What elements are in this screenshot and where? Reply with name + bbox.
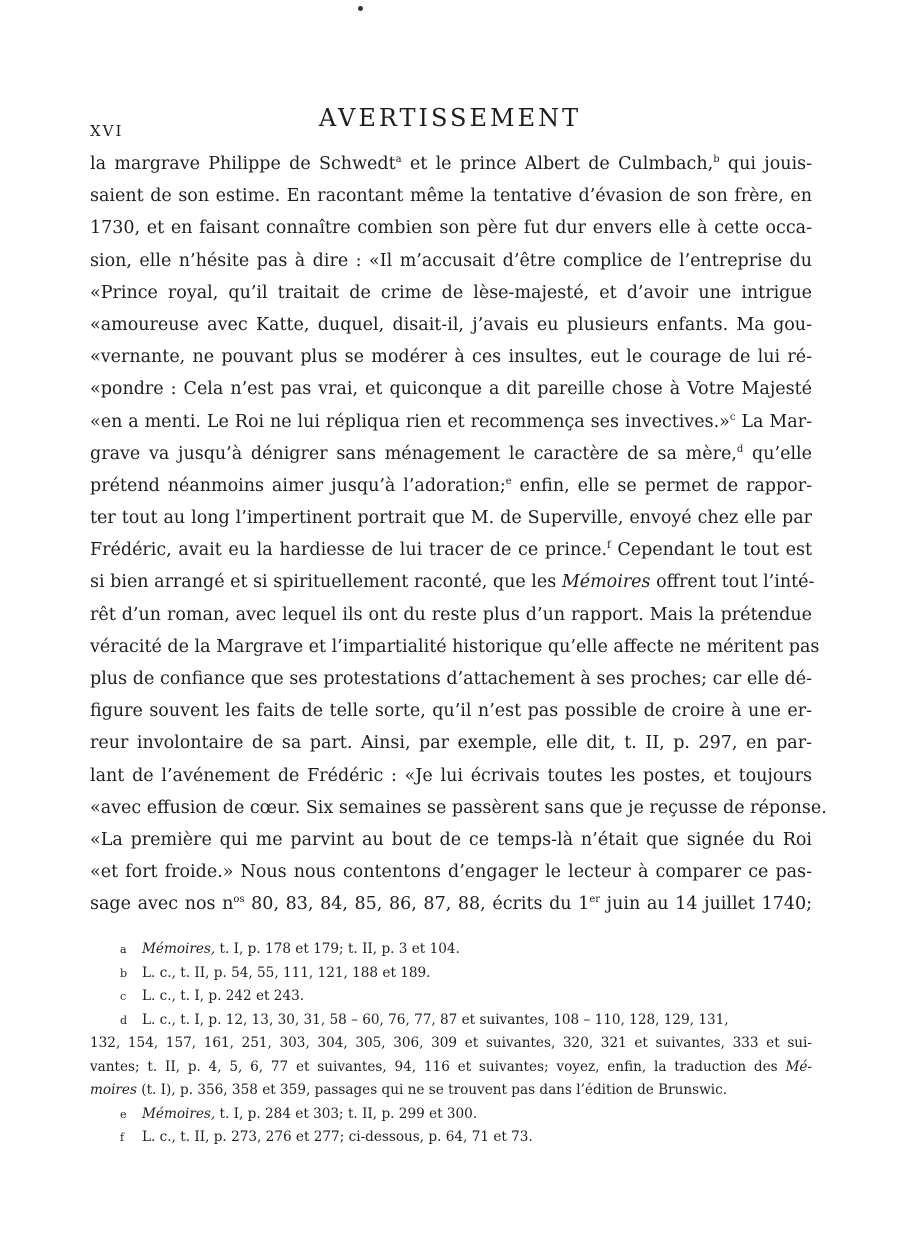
- body-line: prétend néanmoins aimer jusqu’à l’adoration;$^e$ enfin, elle se permet de rappor-: [90, 475, 812, 496]
- footnote-letter: b: [120, 966, 128, 980]
- body-line: ter tout au long l’impertinent portrait que M. de Superville, envoyé chez elle par: [90, 508, 812, 529]
- page-mark-dot: [358, 6, 363, 11]
- body-line: sion, elle n’hésite pas à dire : «Il m’accusait d’être complice de l’entreprise du: [90, 250, 812, 271]
- body-line: Frédéric, avait eu la hardiesse de lui tracer de ce prince.$^f$ Cependant le tout est: [90, 540, 812, 561]
- footnote-d-continued: moires (t. I), p. 356, 358 et 359, passages qui ne se trouvent pas dans l’édition de Brunswic.: [90, 1082, 728, 1098]
- footnote-letter: f: [120, 1131, 125, 1144]
- body-line: figure souvent les faits de telle sorte, qu’il n’est pas possible de croire à une er-: [90, 701, 812, 722]
- body-line: «avec effusion de cœur. Six semaines se passèrent sans que je reçusse de réponse.: [90, 797, 827, 818]
- body-line: «La première qui me parvint au bout de ce temps-là n’était que signée du Roi: [90, 829, 812, 850]
- footnote-letter: c: [120, 990, 127, 1003]
- body-line: la margrave Philippe de Schwedt$^a$ et le prince Albert de Culmbach,$^b$ qui jouis-: [90, 154, 812, 174]
- body-line: véracité de la Margrave et l’impartialité historique qu’elle affecte ne méritent pas: [90, 636, 820, 657]
- footnote-d-continued: vantes; t. II, p. 4, 5, 6, 77 et suivantes, 94, 116 et suivantes; voyez, enfin, la traduction des Mé-: [90, 1058, 812, 1075]
- footnote-a: a Mémoires, t. I, p. 178 et 179; t. II, p. 3 et 104.: [120, 938, 812, 962]
- body-line: «Prince royal, qu’il traitait de crime de lèse-majesté, et d’avoir une intrigue: [90, 282, 812, 303]
- body-line: rêt d’un roman, avec lequel ils ont du reste plus d’un rapport. Mais la prétendue: [90, 604, 812, 625]
- running-title: AVERTISSEMENT: [318, 104, 582, 132]
- superscript: os: [233, 894, 245, 906]
- body-line: «vernante, ne pouvant plus se modérer à ces insultes, eut le courage de lui ré-: [90, 347, 812, 368]
- footnote-letter: a: [120, 943, 127, 956]
- page-number: XVI: [90, 122, 124, 140]
- body-line: 1730, et en faisant connaître combien son père fut dur envers elle à cette occa-: [90, 218, 812, 239]
- footnote-f: f L. c., t. II, p. 273, 276 et 277; ci-dessous, p. 64, 71 et 73.: [120, 1126, 812, 1150]
- body-text: [90, 148, 827, 921]
- footnote-marker: f: [607, 540, 611, 552]
- footnote-c: c L. c., t. I, p. 242 et 243.: [120, 985, 812, 1009]
- body-line: «amoureuse avec Katte, duquel, disait-il, j’avais eu plusieurs enfants. Ma gou-: [90, 314, 812, 335]
- footnote-marker: a: [395, 154, 402, 165]
- footnote-marker: b: [713, 154, 720, 165]
- footnote-b: b L. c., t. II, p. 54, 55, 111, 121, 188 et 189.: [120, 962, 812, 986]
- body-line: reur involontaire de sa part. Ainsi, par exemple, elle dit, t. II, p. 297, en par-: [90, 733, 812, 754]
- body-line: si bien arrangé et si spirituellement raconté, que les Mémoires offrent tout l’inté-: [90, 572, 815, 593]
- footnote-d: d L. c., t. I, p. 12, 13, 30, 31, 58 – 60, 76, 77, 87 et suivantes, 108 – 110, 128, 129, 131,: [120, 1009, 812, 1033]
- body-line: «en a menti. Le Roi ne lui répliqua rien et recommença ses invectives.»$^c$ La Mar-: [90, 411, 812, 432]
- footnote-marker: c: [729, 411, 736, 423]
- footnote-marker: e: [505, 475, 512, 487]
- body-line: saient de son estime. En racontant même la tentative d’évasion de son frère, en: [90, 186, 812, 207]
- footnote-d-continued: 132, 154, 157, 161, 251, 303, 304, 305, 306, 309 et suivantes, 320, 321 et suivantes, 333 et sui-: [90, 1035, 812, 1051]
- italic-title: Mémoires: [561, 572, 651, 593]
- body-line: lant de l’avénement de Frédéric : «Je lui écrivais toutes les postes, et toujours: [90, 765, 812, 786]
- footnote-letter: e: [120, 1107, 127, 1121]
- body-line: sage avec nos $n^{os}$ 80, 83, 84, 85, 86, 87, 88, écrits du 1er juin au 14 juillet 1740;: [90, 894, 813, 915]
- body-line: grave va jusqu’à dénigrer sans ménagement le caractère de sa mère,$^d$ qu’elle: [90, 443, 812, 464]
- footnote-letter: d: [120, 1013, 128, 1027]
- footnote-marker: d: [736, 443, 744, 455]
- body-line: plus de confiance que ses protestations d’attachement à ses proches; car elle dé-: [90, 669, 812, 689]
- body-line: «et fort froide.» Nous nous contentons d’engager le lecteur à comparer ce pas-: [90, 862, 812, 883]
- footnote-e: e Mémoires, t. I, p. 284 et 303; t. II, p. 299 et 300.: [120, 1103, 812, 1127]
- superscript: er: [589, 894, 601, 906]
- body-line: «pondre : Cela n’est pas vrai, et quiconque a dit pareille chose à Votre Majesté: [90, 379, 812, 400]
- footnotes: [90, 938, 812, 1150]
